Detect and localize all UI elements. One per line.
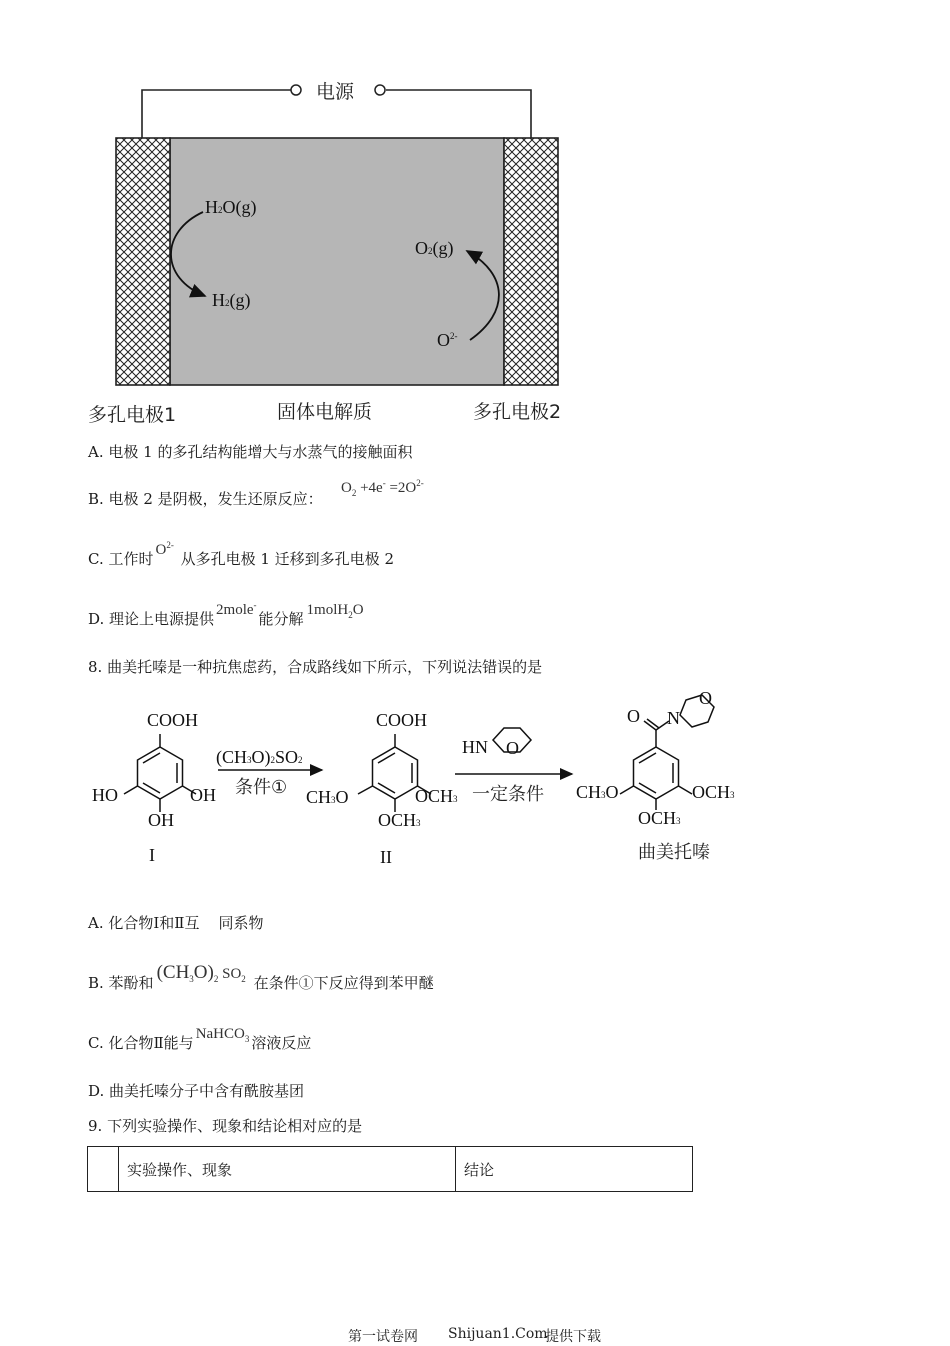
- h2o-gas-label: H2O(g): [205, 197, 257, 217]
- o2-gas-label: O2(g): [415, 238, 454, 258]
- oxide-ion-label: $O^{2-}$: [437, 330, 458, 350]
- q7-option-b: B. 电极 2 是阴极，发生还原反应：: [88, 490, 323, 508]
- reagent-dimethyl-sulfate: (CH3O)2SO2: [216, 747, 303, 767]
- electrolyte-label: 固体电解质: [277, 401, 373, 423]
- product-och3-bottom: OCH3: [638, 808, 681, 828]
- product-ch3o: CH3O: [576, 782, 619, 802]
- electrolysis-diagram: [0, 0, 950, 440]
- compound2-ring: [373, 747, 418, 799]
- q8-option-a: A. 化合物Ⅰ和Ⅱ互 同系物: [88, 914, 264, 932]
- terminal-left: [291, 85, 301, 95]
- terminal-right: [375, 85, 385, 95]
- q9-stem: 9. 下列实验操作、现象和结论相对应的是: [88, 1117, 363, 1135]
- q8-option-c: C. 化合物Ⅱ能与 NaHCO$_3$ 溶液反应: [88, 1026, 312, 1052]
- compound1-cooh: COOH: [147, 710, 199, 730]
- q7-option-d: D. 理论上电源提供 2mole-能分解 1molH$_2$O: [88, 600, 364, 628]
- table-header-index: [88, 1147, 119, 1192]
- q7-option-b-equation: $O_2 +4e^- =2O^{2-}$: [341, 478, 424, 498]
- product-ring: [634, 747, 679, 799]
- table-header-conclusion: 结论: [456, 1147, 693, 1192]
- product-ring-o: O: [699, 688, 712, 708]
- electrode2-label: 多孔电极2: [473, 401, 562, 423]
- q8-stem: 8. 曲美托嗪是一种抗焦虑药，合成路线如下所示，下列说法错误的是: [88, 658, 543, 676]
- q8-option-d: D. 曲美托嗪分子中含有酰胺基团: [88, 1082, 305, 1100]
- table-row: [88, 1147, 693, 1192]
- compound1-ho: HO: [92, 785, 118, 805]
- footer-download: 提供下载: [545, 1329, 601, 1345]
- compound2-cooh: COOH: [376, 710, 428, 730]
- product-amide-n: N: [667, 708, 680, 728]
- power-source-label: 电源: [316, 81, 355, 103]
- h2-gas-label: H2(g): [212, 290, 251, 310]
- porous-electrode-2: [504, 138, 558, 385]
- compound1-oh-right: OH: [190, 785, 216, 805]
- footer-site-cn: 第一试卷网: [348, 1329, 418, 1345]
- compound2-ch3o: CH3O: [306, 787, 349, 807]
- compound1-ring: [138, 747, 183, 799]
- product-carbonyl-o: O: [627, 706, 640, 726]
- compound1-label: I: [149, 845, 155, 865]
- product-name-label: 曲美托嗪: [638, 842, 710, 863]
- q7-option-c: C. 工作时 $O^{2-}$ 从多孔电极 1 迁移到多孔电极 2: [88, 540, 394, 568]
- q8-option-b: B. 苯酚和 $(CH_3O)_2$ $SO_2$ 在条件①下反应得到苯甲醚: [88, 962, 434, 992]
- compound2-och3-right: OCH3: [415, 786, 458, 806]
- reagent-morpholine-o: O: [506, 738, 519, 758]
- electrode1-label: 多孔电极1: [88, 404, 177, 426]
- q7-option-a: A. 电极 1 的多孔结构能增大与水蒸气的接触面积: [88, 443, 413, 461]
- condition-2: 一定条件: [472, 784, 544, 805]
- condition-1: 条件①: [235, 777, 288, 798]
- compound2-och3-bottom: OCH3: [378, 810, 421, 830]
- product-och3-right: OCH3: [692, 782, 735, 802]
- q9-table: [87, 1146, 693, 1192]
- porous-electrode-1: [116, 138, 170, 385]
- compound2-label: II: [380, 847, 392, 867]
- compound1-oh-bottom: OH: [148, 810, 174, 830]
- table-header-operation: 实验操作、现象: [119, 1147, 456, 1192]
- reagent-morpholine-hn: HN: [462, 737, 488, 757]
- footer-site-en[interactable]: Shijuan1.Com: [448, 1326, 548, 1342]
